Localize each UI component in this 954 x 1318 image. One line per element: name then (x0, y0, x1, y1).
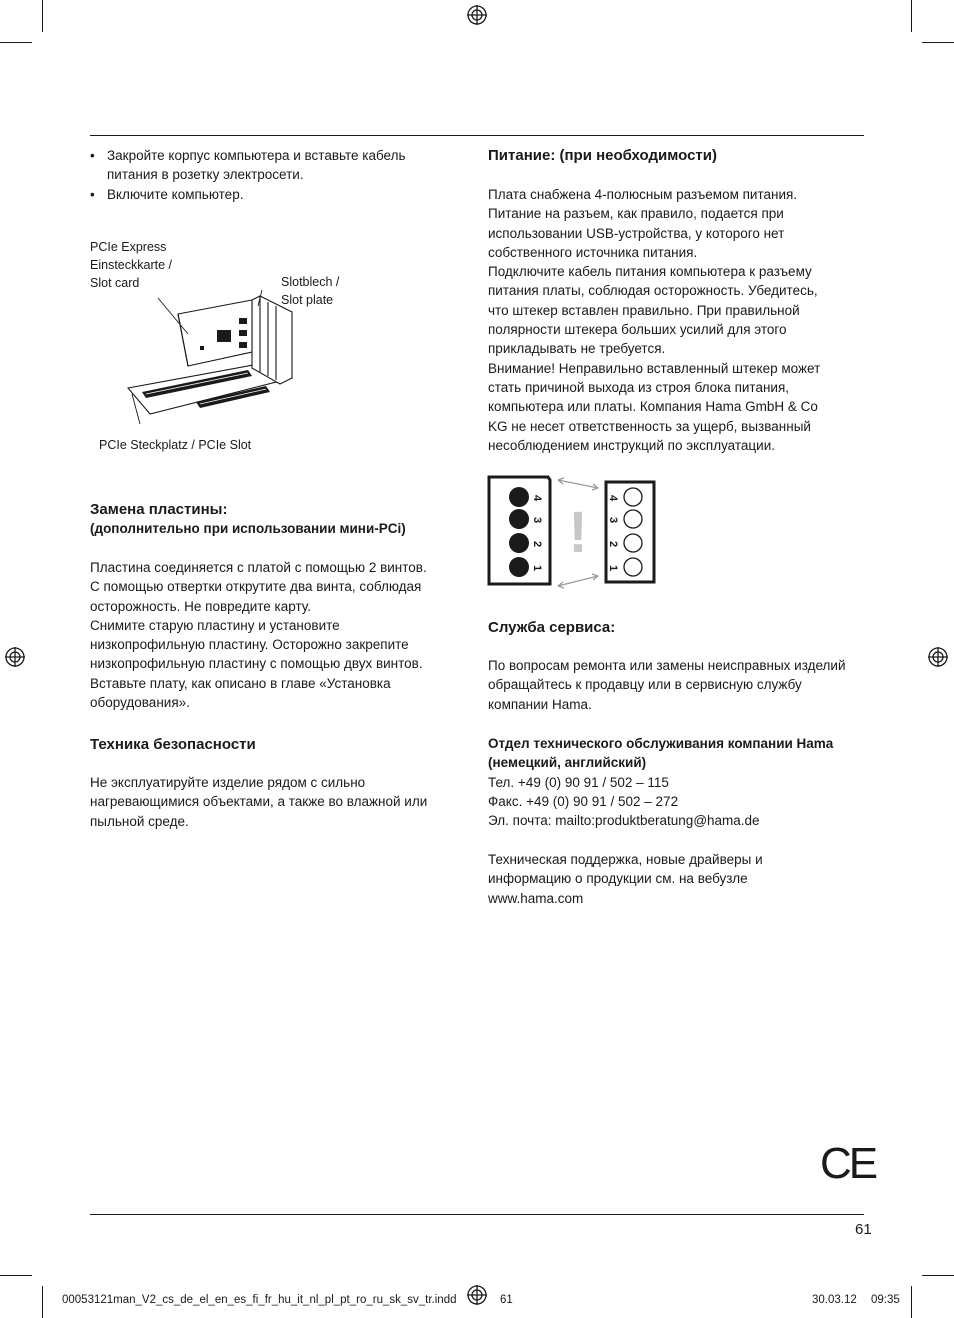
crop-mark (0, 42, 32, 43)
pin-empty (624, 558, 642, 576)
crop-mark (42, 0, 43, 32)
pin-label: 1 (531, 564, 543, 572)
ce-mark: CE (820, 1139, 876, 1188)
pin-empty (624, 488, 642, 506)
bottom-rule (90, 1214, 864, 1215)
crop-mark (911, 0, 912, 32)
plate-section-subtitle: (дополнительно при использовании мини-PCi) (90, 521, 406, 536)
pin-label: 2 (607, 540, 619, 548)
service-intro-text: По вопросам ремонта или замены неисправных изделий обращайтесь к продавцу или в сервисную службу компании Hama. (488, 658, 846, 712)
registration-mark-icon (466, 4, 488, 26)
power-section-title: Питание: (при необходимости) (488, 147, 717, 164)
safety-section-text: Не эксплуатируйте изделие рядом с сильно нагревающимися объектами, а также во влажной или пыльной среде. (90, 775, 428, 829)
footer-time: 09:35 (871, 1294, 900, 1306)
warning-mark: ! (568, 500, 588, 565)
phone-text: Тел. +49 (0) 90 91 / 502 – 115 (488, 774, 669, 790)
registration-mark-icon (927, 646, 949, 668)
plate-label: Slotblech / Slot plate (281, 275, 340, 307)
safety-section-title: Техника безопасности (90, 736, 256, 753)
pin-label: 4 (531, 494, 543, 502)
fax-text: Факс. +49 (0) 90 91 / 502 – 272 (488, 793, 679, 809)
double-arrow-icon (558, 480, 598, 488)
pin-filled (509, 557, 529, 577)
footer-date: 30.03.12 (812, 1294, 857, 1306)
power-connector-diagram (486, 472, 662, 590)
double-arrow-icon (558, 576, 598, 586)
website-text: www.hama.com (488, 890, 584, 906)
crop-mark (42, 1286, 43, 1318)
pin-filled (509, 533, 529, 553)
pin-label: 3 (531, 516, 543, 524)
crop-mark (0, 1275, 32, 1276)
service-contacts: Отдел технического обслуживания компании Hama (немецкий, английский) Тел. +49 (0) 90 91 / 502 – 115 Факс. +49 (0) 90 91 / 502 – 272 Эл. почта: mailto:produktberatung@hama.de (488, 734, 833, 830)
bullet-list (90, 146, 460, 204)
footer-filename: 00053121man_V2_cs_de_el_en_es_fi_fr_hu_it_nl_pl_pt_ro_ru_sk_sv_tr.indd (62, 1294, 457, 1306)
pin-label: 3 (607, 516, 619, 524)
pin-label: 4 (607, 494, 619, 502)
pcie-card-illustration (120, 290, 300, 430)
top-rule (90, 135, 864, 136)
page-number: 61 (855, 1221, 872, 1238)
card-label: PCIe Express Einsteckkarte / Slot card (90, 240, 172, 290)
email-text: Эл. почта: mailto:produktberatung@hama.de (488, 813, 760, 829)
registration-mark-icon (466, 1284, 488, 1306)
crop-mark (922, 1275, 954, 1276)
crop-mark (922, 42, 954, 43)
bullet-item: • Закройте корпус компьютера и вставьте кабель питания в розетку электросети. (90, 148, 406, 183)
pin-empty (624, 534, 642, 552)
plate-section-text: Пластина соединяется с платой с помощью 2 винтов. С помощью отвертки открутите два винта, соблюдая осторожность. Не повредите карту. Снимите старую пластину и установите низкопрофильную пластину. Осторожно закрепите низкопрофильную пластину с помощью двух винтов. Вставьте плату, как описано в главе «Установка оборудования». (90, 560, 427, 711)
service-section-title: Служба сервиса: (488, 619, 616, 636)
pin-empty (624, 510, 642, 528)
plate-section-title: Замена пластины: (90, 501, 228, 518)
slot-label: PCIe Steckplatz / PCIe Slot (99, 438, 252, 452)
footer-page: 61 (500, 1294, 513, 1306)
service-support-text: Техническая поддержка, новые драйверы и информацию о продукции см. на вебузле www.hama.com (488, 850, 763, 908)
pin-label: 2 (531, 540, 543, 548)
pin-label: 1 (607, 564, 619, 572)
power-section-text: Плата снабжена 4-полюсным разъемом питания. Питание на разъем, как правило, подается при использовании USB-устройства, у которого нет собственного источника питания. Подключите кабель питания компьютера к разъему питания платы, соблюдая осторожность. Убедитесь, что штекер вставлен правильно. При правильной полярности штекера больших усилий для этого прикладывать не требуется. Внимание! Неправильно вставленный штекер может стать причиной выхода из строя блока питания, компьютера или платы. Компания Hama GmbH & Co KG не несет ответственность за ущерб, вызванный несоблюдением инструкций по эксплуатации. (488, 187, 821, 453)
pin-filled (509, 487, 529, 507)
pin-filled (509, 509, 529, 529)
registration-mark-icon (4, 646, 26, 668)
bullet-item: • Включите компьютер. (90, 186, 244, 202)
crop-mark (911, 1286, 912, 1318)
